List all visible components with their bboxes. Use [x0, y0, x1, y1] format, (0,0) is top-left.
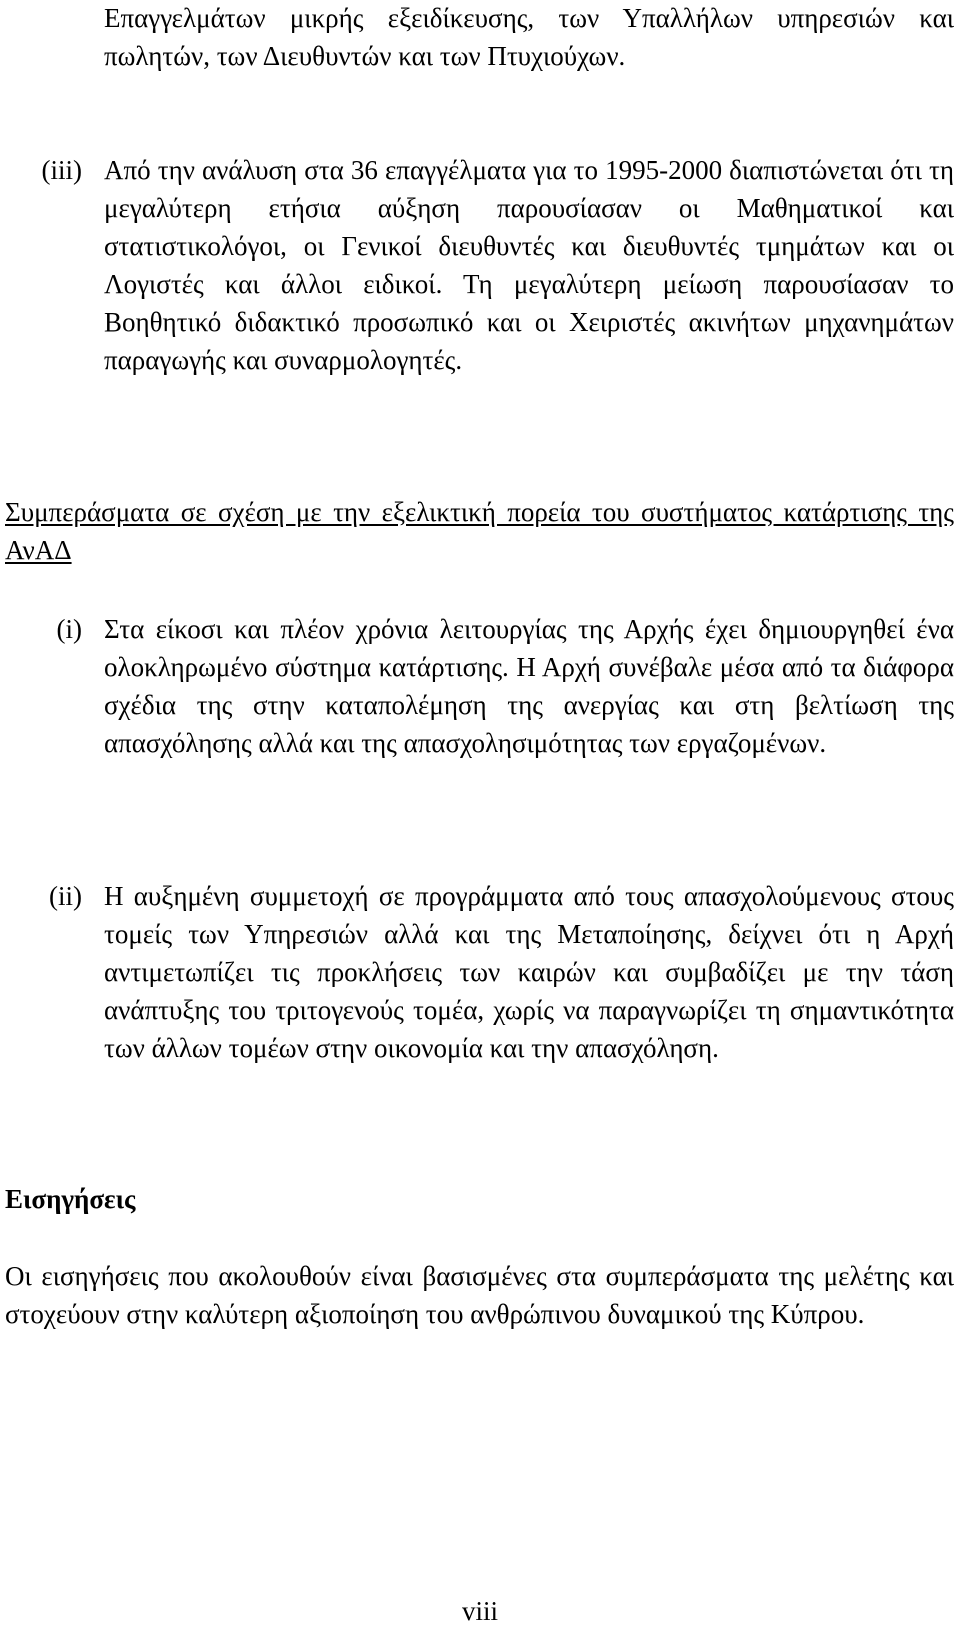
list-marker: (iii) [41, 155, 82, 185]
recommendations-heading: Εισηγήσεις [5, 1184, 136, 1214]
page-number: viii [461, 1596, 498, 1626]
list-marker: (i) [56, 614, 82, 644]
list-item-text: Από την ανάλυση στα 36 επαγγέλματα για το 1995-2000 διαπιστώνεται ότι τη μεγαλύτερη ετήσια αύξηση παρουσίασαν οι Μαθηματικοί και στατιστικολόγοι, οι Γενικοί διευθυντές και διευθυντές τμημάτων και οι Λογιστές και άλλοι ειδικοί. Τη μεγαλύτερη μείωση παρουσίασαν το Βοηθητικό διδακτικό προσωπικό και οι Χειριστές ακινήτων μηχανημάτων παραγωγής και συναρμολογητές. [104, 155, 954, 375]
conclusions-heading: Συμπεράσματα σε σχέση με την εξελικτική πορεία του συστήματος κατάρτισης της ΑνΑΔ [5, 497, 954, 565]
recommendations-paragraph: Οι εισηγήσεις που ακολουθούν είναι βασισμένες στα συμπεράσματα της μελέτης και στοχεύουν στην καλύτερη αξιοποίηση του ανθρώπινου δυναμικού της Κύπρου. [5, 1261, 954, 1329]
list-marker: (ii) [49, 881, 82, 911]
list-item-text: Στα είκοσι και πλέον χρόνια λειτουργίας της Αρχής έχει δημιουργηθεί ένα ολοκληρωμένο σύστημα κατάρτισης. Η Αρχή συνέβαλε μέσα από τα διάφορα σχέδια της στην καταπολέμηση της ανεργίας και στη βελτίωση της απασχόλησης αλλά και της απασχολησιμότητας των εργαζομένων. [104, 614, 954, 758]
continuation-paragraph: Επαγγελμάτων μικρής εξειδίκευσης, των Υπαλλήλων υπηρεσιών και πωλητών, των Διευθυντών και των Πτυχιούχων. [104, 3, 954, 71]
list-item-text: Η αυξημένη συμμετοχή σε προγράμματα από τους απασχολούμενους στους τομείς των Υπηρεσιών αλλά και της Μεταποίησης, δείχνει ότι η Αρχή αντιμετωπίζει τις προκλήσεις των καιρών και συμβαδίζει με την τάση ανάπτυξης του τριτογενούς τομέα, χωρίς να παραγνωρίζει τη σημαντικότητα των άλλων τομέων στην οικονομία και την απασχόληση. [104, 881, 954, 1063]
